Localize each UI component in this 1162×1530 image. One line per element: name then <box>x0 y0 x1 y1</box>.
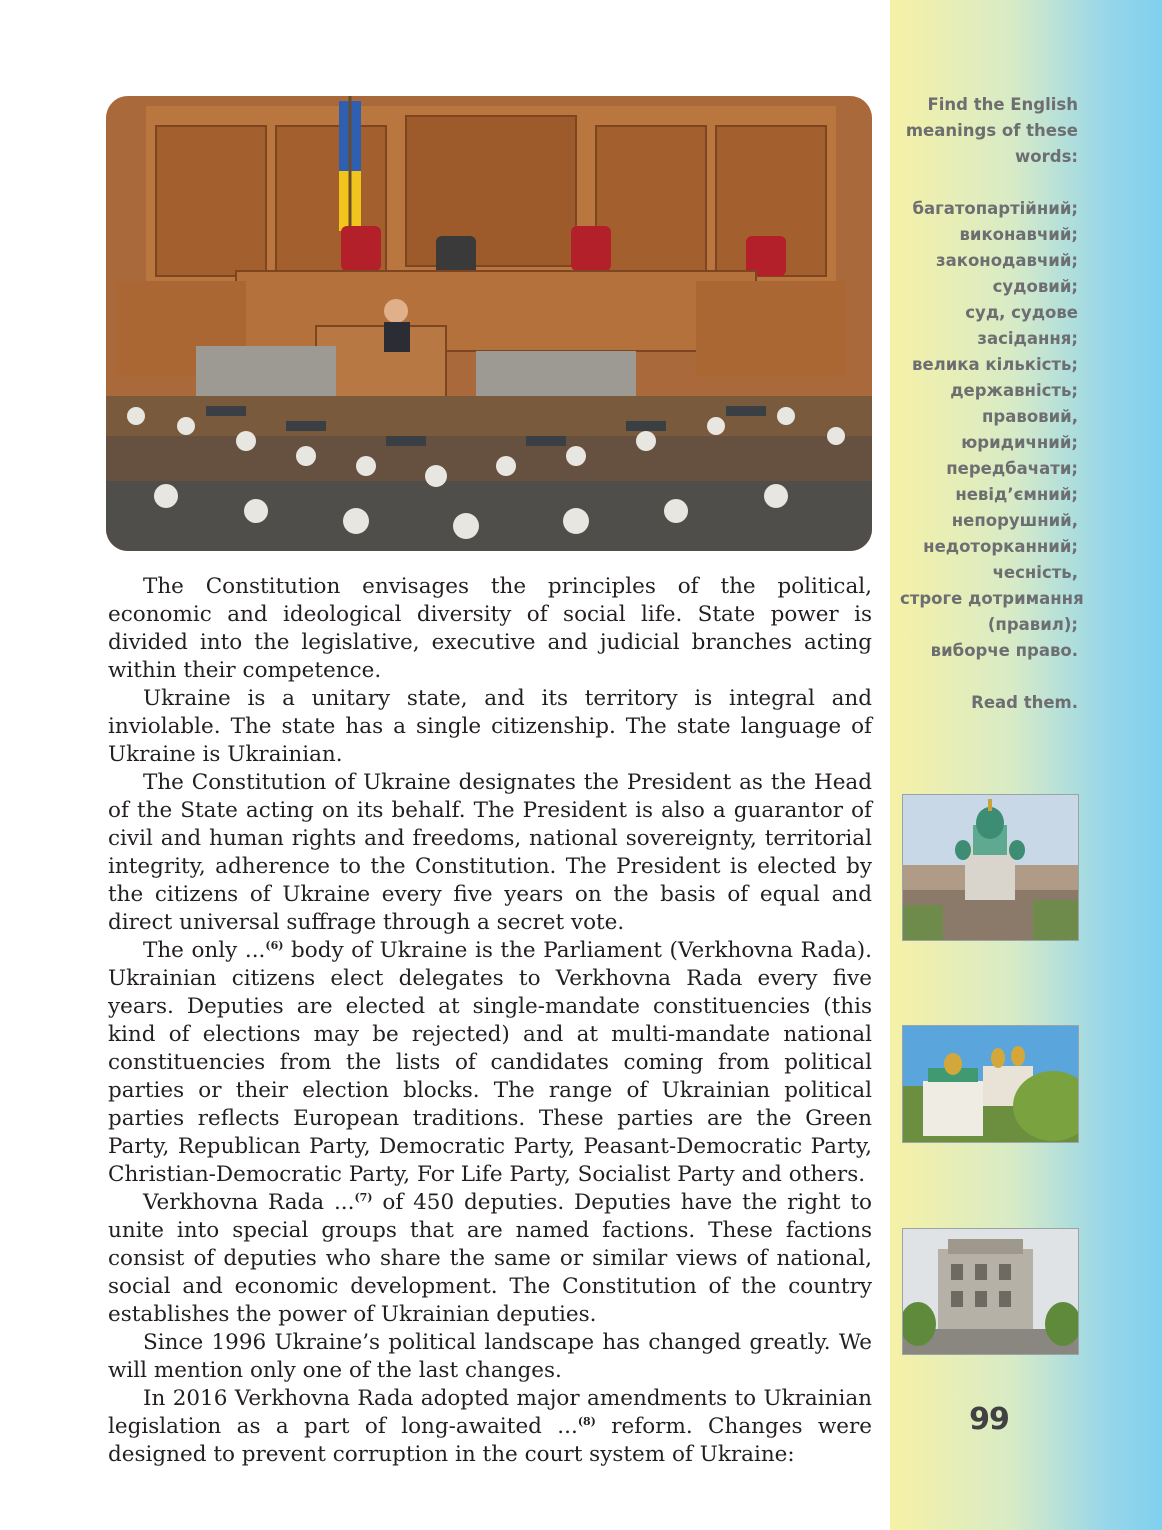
sidebar-word-list <box>900 196 1084 664</box>
gap-marker-8: (8) <box>577 1415 596 1428</box>
word-line: (правил); <box>987 615 1078 634</box>
church-photo <box>902 794 1079 941</box>
word-line: судовий; <box>992 277 1078 296</box>
gap-marker-7: (7) <box>354 1191 373 1204</box>
paragraph-1: The Constitution envisages the principles of the political, economic and ideological diversity of social life. State power is divided into the legislative, executive and judicial branches acting within their competence. <box>108 574 872 683</box>
sidebar-title-line: words: <box>1015 147 1078 166</box>
parliament-illustration <box>106 96 872 551</box>
word-line: чесність, <box>992 563 1078 582</box>
word-line: виконавчий; <box>959 225 1078 244</box>
sidebar-title-line: Find the English <box>927 95 1078 114</box>
lavra-illustration <box>903 1026 1078 1142</box>
word-line: суд, судове <box>965 303 1078 322</box>
lavra-photo <box>902 1025 1079 1143</box>
chimeras-house-photo <box>902 1228 1079 1355</box>
word-line: передбачати; <box>946 459 1078 478</box>
chimeras-house-illustration <box>903 1229 1078 1354</box>
word-line: невід’ємний; <box>955 485 1078 504</box>
paragraph-3: The Constitution of Ukraine designates the President as the Head of the State acting on its behalf. The President is also a guarantor of civil and human rights and freedoms, national sovereignty, territorial integrity, adherence to the Constitution. The President is elected by the citizens of Ukraine every five years on the basis of equal and direct universal suffrage through a secret vote. <box>108 770 872 935</box>
sidebar-task-title <box>900 92 1078 170</box>
page-number: 99 <box>969 1402 1009 1437</box>
paragraph-7 <box>108 1385 872 1469</box>
word-line: законодавчий; <box>936 251 1078 270</box>
word-line: засідання; <box>977 329 1078 348</box>
word-line: недоторканний; <box>923 537 1078 556</box>
sidebar-instruction: Read them. <box>971 693 1078 712</box>
paragraph-5-rest: of 450 deputies. Deputies have the right to unite into special groups that are named factions. These factions consist of deputies who share the same or similar views of national, social and economic development. The Constitution of the country establishes the power of Ukrainian deputies. <box>108 1190 872 1327</box>
word-line: виборче право. <box>930 641 1078 660</box>
paragraph-6: Since 1996 Ukraine’s political landscape has changed greatly. We will mention only one of the last changes. <box>108 1330 872 1383</box>
word-line: державність; <box>950 381 1078 400</box>
paragraph-4 <box>108 937 872 1189</box>
paragraph-4-rest: body of Ukraine is the Parliament (Verkhovna Rada). Ukrainian citizens elect delegates to Verkhovna Rada every five years. Deputies are elected at single-mandate constituencies (this kind of elections may be rejected) and at multi-mandate national constituencies from the lists of candidates coming from political parties or their election blocks. The range of Ukrainian political parties reflects European traditions. These parties are the Green Party, Republican Party, Democratic Party, Peasant-Democratic Party, Christian-Democratic Party, For Life Party, Socialist Party and others. <box>108 938 872 1187</box>
paragraph-4-start: The only ... <box>143 938 266 963</box>
parliament-photo <box>106 96 872 551</box>
gap-marker-6: (6) <box>265 939 284 952</box>
body-text <box>108 573 872 1469</box>
sidebar-title-line: meanings of these <box>905 121 1078 140</box>
paragraph-2: Ukraine is a unitary state, and its territory is integral and inviolable. The state has a single citizenship. The state language of Ukraine is Ukrainian. <box>108 686 872 767</box>
paragraph-5 <box>108 1189 872 1329</box>
word-line: непорушний, <box>951 511 1078 530</box>
word-line: юридичний; <box>961 433 1078 452</box>
word-line: багатопартійний; <box>912 199 1078 218</box>
church-illustration <box>903 795 1078 940</box>
paragraph-5-start: Verkhovna Rada ... <box>143 1190 355 1215</box>
paragraph-7-rest: reform. Changes were designed to prevent corruption in the court system of Ukraine: <box>108 1414 873 1467</box>
paragraph-7-start: In 2016 Verkhovna Rada adopted major amendments to Ukrainian legislation as a part of long-awaited ... <box>108 1386 872 1439</box>
word-line: велика кількість; <box>912 355 1078 374</box>
word-line: правовий, <box>982 407 1078 426</box>
word-line: строге дотримання <box>900 589 1084 608</box>
